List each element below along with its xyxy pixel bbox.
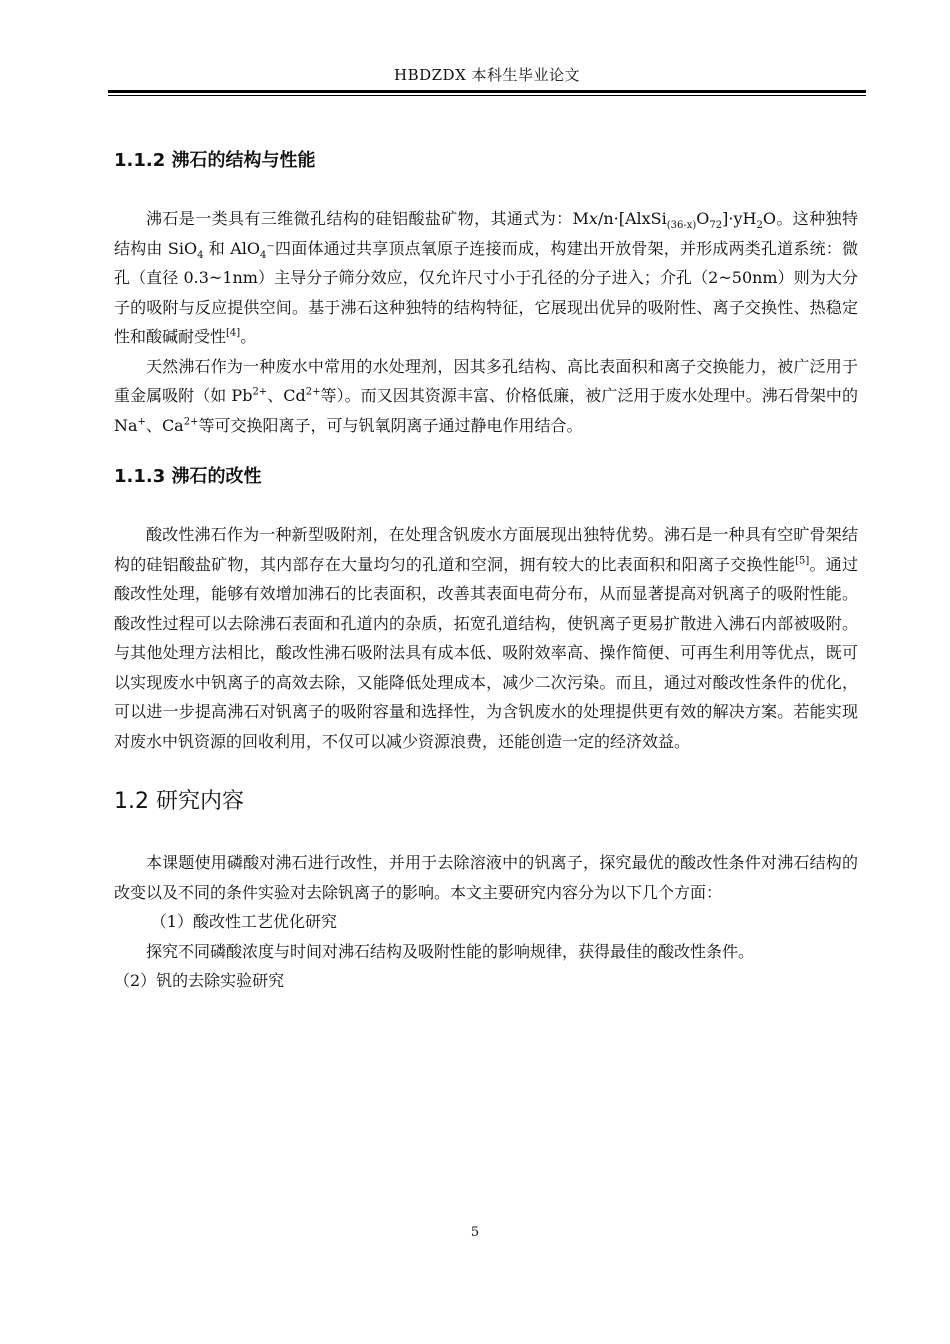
list-item-2: （2）钒的去除实验研究 [114, 971, 285, 990]
paragraph-research-content: 本课题使用磷酸对沸石进行改性，并用于去除溶液中的钒离子，探究最优的酸改性条件对沸石结构的改变以及不同的条件实验对去除钒离子的影响。本文主要研究内容分为以下几个方面： [114, 853, 858, 902]
paragraph-item-1-detail: 探究不同磷酸浓度与时间对沸石结构及吸附性能的影响规律，获得最佳的酸改性条件。 [146, 941, 755, 961]
page-body [114, 146, 858, 996]
header-rule-thick [108, 90, 866, 93]
paragraph-acid-modification: 酸改性沸石作为一种新型吸附剂，在处理含钒废水方面展现出独特优势。沸石是一种具有空旷骨架结构的硅铝酸盐矿物，其内部存在大量均匀的孔道和空洞，拥有较大的比表面积和阳离子交换性能[5]。通过酸改性处理，能够有效增加沸石的比表面积，改善其表面电荷分布，从而显著提高对钒离子的吸附性能。酸改性过程可以去除沸石表面和孔道内的杂质，拓宽孔道结构，使钒离子更易扩散进入沸石内部被吸附。与其他处理方法相比，酸改性沸石吸附法具有成本低、吸附效率高、操作简便、可再生利用等优点，既可以实现废水中钒离子的高效去除，又能降低处理成本，减少二次污染。而且，通过对酸改性条件的优化，可以进一步提高沸石对钒离子的吸附容量和选择性，为含钒废水的处理提供更有效的解决方案。若能实现对废水中钒资源的回收利用，不仅可以减少资源浪费，还能创造一定的经济效益。 [114, 525, 858, 751]
section-heading-1-1-2: 1.1.2 沸石的结构与性能 [114, 150, 316, 171]
list-item-1: （1）酸改性工艺优化研究 [150, 912, 337, 931]
section-heading-1-1-3: 1.1.3 沸石的改性 [114, 466, 262, 487]
header-rule-thin [108, 95, 866, 96]
running-header: HBDZDX 本科生毕业论文 [393, 66, 581, 84]
section-heading-1-2: 1.2 研究内容 [114, 789, 244, 814]
citation-5: [5] [795, 555, 810, 567]
citation-4: [4] [226, 327, 241, 339]
paragraph-zeolite-structure: 沸石是一类具有三维微孔结构的硅铝酸盐矿物，其通式为：$Mx/n\cdot[AlxSi_{(36-x)}O_{72}]\cdot yH_2O$。这种独特结构由 SiO$_4$ 和 AlO$_4$⁻四面体通过共享顶点氧原子连接而成，构建出开放骨架，并形成两类孔道系统：微孔（直径 0.3~1nm）主导分子筛分效应，仅允许尺寸小于孔径的分子进入；介孔（2~50nm）则为大分子的吸附与反应提供空间。基于沸石这种独特的结构特征，它展现出优异的吸附性、离子交换性、热稳定性和酸碱耐受性[4]。 [114, 209, 859, 346]
paragraph-natural-zeolite: 天然沸石作为一种废水中常用的水处理剂，因其多孔结构、高比表面积和离子交换能力，被广泛用于重金属吸附（如 $Pb^{2+}$、$Cd^{2+}$等）。而又因其资源丰富、价格低廉，被广泛用于废水处理中。沸石骨架中的 Na+、$Ca^{2+}$等可交换阳离子，可与钒氧阴离子通过静电作用结合。 [114, 356, 858, 435]
page-number: 5 [470, 1225, 480, 1240]
